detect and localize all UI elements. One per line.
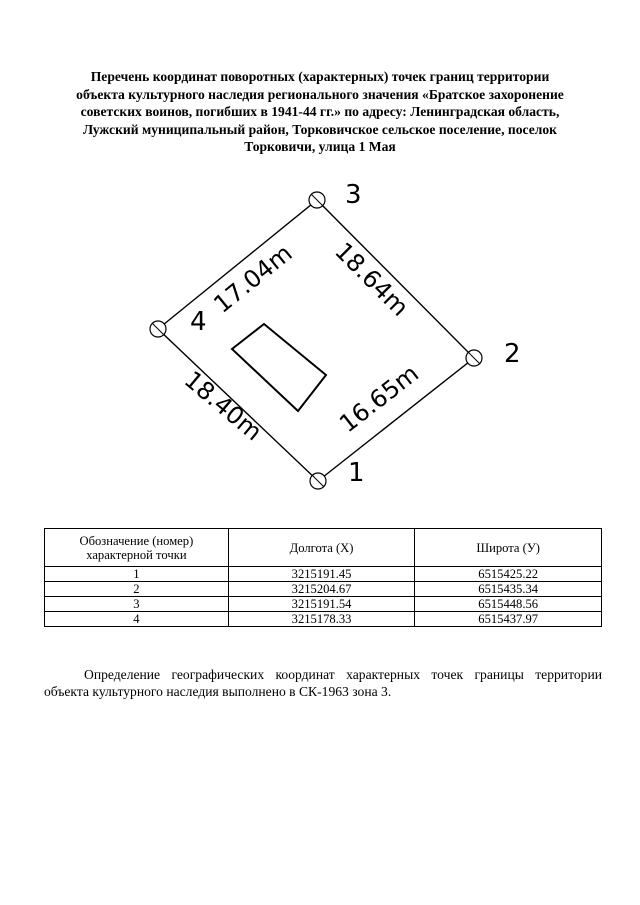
cell-point-id: 4 <box>45 612 229 627</box>
point-4-marker <box>150 321 166 337</box>
table-header-row <box>45 529 602 567</box>
coordinates-table <box>44 528 602 627</box>
point-1-label: 1 <box>348 458 365 488</box>
cell-longitude: 3215204.67 <box>228 582 415 597</box>
point-2-marker <box>466 350 482 366</box>
cell-point-id: 1 <box>45 567 229 582</box>
title-line: объекта культурного наследия регионального значения «Братское захоронение <box>76 86 564 102</box>
header-point-id: Обозначение (номер) характерной точки <box>45 529 229 567</box>
boundary-plan <box>0 170 640 500</box>
header-longitude: Долгота (X) <box>228 529 415 567</box>
title-line: Перечень координат поворотных (характерных) точек границ территории <box>90 69 550 84</box>
cell-longitude: 3215191.45 <box>228 567 415 582</box>
table-row <box>45 597 602 612</box>
header-latitude: Широта (У) <box>415 529 602 567</box>
cell-point-id: 3 <box>45 597 229 612</box>
table-row <box>45 582 602 597</box>
title-line: Лужский муниципальный район, Торковичское сельское поселение, поселок <box>83 121 557 137</box>
cell-point-id: 2 <box>45 582 229 597</box>
table-row <box>45 567 602 582</box>
side-4-1-length: 18.40m <box>178 365 268 447</box>
side-1-2-length: 16.65m <box>334 359 424 439</box>
side-3-2-length: 18.64m <box>329 236 415 322</box>
point-2-label: 2 <box>504 339 521 369</box>
table-row <box>45 612 602 627</box>
cell-longitude: 3215178.33 <box>228 612 415 627</box>
cell-latitude: 6515448.56 <box>415 597 602 612</box>
point-3-label: 3 <box>345 180 362 210</box>
cell-latitude: 6515425.22 <box>415 567 602 582</box>
point-4-label: 4 <box>190 307 207 337</box>
point-1-marker <box>310 473 326 489</box>
document-title <box>50 68 590 156</box>
coordinate-system-note: Определение географических координат характерных точек границы территории объекта культурного наследия выполнено в СК-1963 зона 3. <box>44 666 602 699</box>
cell-longitude: 3215191.54 <box>228 597 415 612</box>
monument-outline <box>232 324 326 411</box>
title-line: Торковичи, улица 1 Мая <box>244 139 396 154</box>
title-line: советских воинов, погибших в 1941-44 гг.» по адресу: Ленинградская область, <box>80 104 560 119</box>
boundary-polygon <box>158 200 474 481</box>
cell-latitude: 6515437.97 <box>415 612 602 627</box>
point-3-marker <box>309 192 325 208</box>
side-4-3-length: 17.04m <box>208 238 298 319</box>
cell-latitude: 6515435.34 <box>415 582 602 597</box>
